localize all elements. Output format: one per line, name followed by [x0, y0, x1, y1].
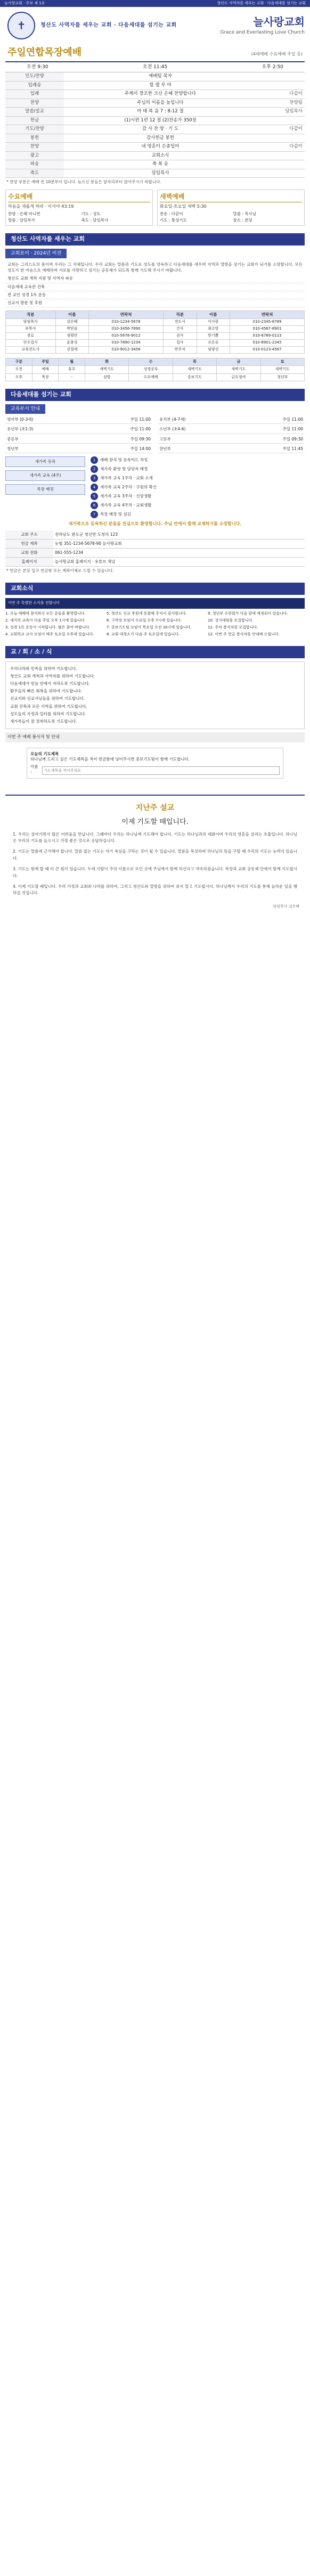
order-row: [5, 81, 305, 89]
flow-step: [91, 456, 305, 464]
department-time: 주일 11:00: [282, 427, 303, 432]
staff-cell: 반주자: [163, 347, 197, 354]
worship-title: 주일연합목장예배: [7, 47, 82, 58]
schedule-row: [6, 373, 305, 381]
schedule-cell: 새벽기도: [173, 366, 216, 373]
schedule-cell: 휴무: [59, 366, 85, 373]
sermon-footer: 담임목사 김은혜: [273, 904, 299, 909]
worship-section: [5, 44, 305, 226]
wednesday-items: [8, 211, 150, 223]
news-section: [5, 598, 305, 639]
step-number-icon: 7: [91, 511, 98, 518]
department-item: [5, 445, 152, 453]
news-item: 1. 오늘 예배에 참석하신 모든 분들을 환영합니다.: [5, 611, 86, 616]
department-name: 소년부 (초4-6): [159, 427, 186, 432]
prayer-section: [5, 661, 305, 779]
info-value: 전라남도 완도군 청산면 도청리 123: [53, 530, 305, 539]
department-name: 장년부: [159, 446, 171, 451]
staff-cell: 정평안: [55, 333, 89, 340]
staff-row: [6, 340, 305, 347]
info-key: 교회 전화: [5, 548, 53, 557]
info-row: [5, 530, 305, 539]
schedule-cell: 심방: [85, 373, 128, 381]
schedule-header: 토: [260, 358, 304, 366]
staff-cell: 010-4567-8901: [230, 326, 305, 333]
step-number-icon: 6: [91, 502, 98, 509]
schedule-cell: 중보기도: [173, 373, 216, 381]
schedule-cell: 예배: [32, 366, 59, 373]
order-key: 인도/찬양: [5, 72, 64, 81]
staff-cell: 한기쁨: [197, 333, 230, 340]
order-row: [5, 125, 305, 134]
prayer-request-card: [27, 748, 283, 779]
worship-title-row: [5, 44, 305, 62]
staff-cell: 강절제: [55, 347, 89, 354]
order-leader: 다같이: [257, 125, 305, 134]
wednesday-sub: 마음을 새롭게 하라 · 이사야 43:19: [8, 204, 74, 209]
weekly-schedule-table: [5, 358, 305, 381]
staff-cell: 김은혜: [55, 319, 89, 326]
schedule-cell: 금요철야: [217, 373, 260, 381]
step-text: 새가족 교육 1주차 · 교회 소개: [100, 475, 153, 480]
staff-header: 직분: [163, 310, 197, 318]
news-columns: [5, 611, 305, 639]
service-boxes: [5, 190, 305, 226]
schedule-cell: 성경공부: [129, 366, 173, 373]
schedule-cell: 새벽기도: [260, 366, 304, 373]
staff-cell: 010-8901-2345: [230, 340, 305, 347]
news-column: [208, 611, 305, 639]
order-content: (1)시편 1편 12 절 (2)찬송가 350장: [64, 116, 257, 125]
order-row: [5, 116, 305, 125]
schedule-header: 수: [129, 358, 173, 366]
vision-band: 청산도 사역자를 세우는 교회: [5, 233, 305, 246]
news-item: 4. 교회학교 교사 모임이 매주 토요일 오후에 있습니다.: [5, 632, 94, 636]
staff-cell: 010-0123-4567: [230, 347, 305, 354]
step-text: 새가족 교육 4주차 · 교회생활: [100, 502, 152, 508]
prayer-bullet: 우리나라와 민족을 위하여 기도합니다.: [10, 666, 77, 671]
dawn-item: 말씀 : 목사님: [233, 211, 257, 217]
staff-cell: 010-3456-7890: [89, 326, 164, 333]
prayer-name-label: 이름 :: [30, 764, 38, 775]
staff-row: [6, 326, 305, 333]
news-item: 5. 청산도 선교 후원에 동참해 주셔서 감사합니다.: [107, 611, 187, 616]
schedule-cell: 새벽기도: [217, 366, 260, 373]
dawn-title: 새벽예배: [160, 192, 302, 202]
ministry-section: [5, 401, 305, 575]
vision-item: 청산도 교회 개척 지원 및 사역자 파송: [5, 275, 305, 283]
order-leader: 다같이: [257, 90, 305, 99]
wednesday-title: 수요예배: [8, 192, 150, 202]
news-item: 2. 새가족 교육이 다음 주일 오후 1시에 있습니다.: [5, 618, 86, 623]
schedule-cell: 오전: [6, 366, 32, 373]
staff-cell: 010-7890-1234: [89, 340, 164, 347]
department-time: 주일 11:00: [130, 427, 151, 432]
staff-cell: 010-9012-3456: [89, 347, 164, 354]
ministry-band: 다음세대를 섬기는 교회: [5, 389, 305, 401]
staff-cell: 안수집사: [6, 340, 56, 347]
order-leader: [257, 134, 305, 142]
sermon-paragraph: 1. 우리는 살아가면서 많은 어려움을 만납니다. 그때마다 우리는 하나님께 기도해야 합니다. 기도는 하나님과의 대화이며 우리의 영혼을 살리는 호흡입니다. 하나님은 우리의 기도를 들으시고 가장 좋은 것으로 응답하십니다.: [13, 831, 297, 844]
step-number-icon: 4: [91, 484, 98, 491]
flow-box: 목장 배정: [5, 484, 85, 495]
wednesday-item: 말씀 : 담임목사: [8, 218, 35, 223]
schedule-header: 화: [85, 358, 128, 366]
staff-cell: 부목사: [6, 326, 56, 333]
staff-header: 연락처: [230, 310, 305, 318]
department-name: 영아부 (0-3세): [7, 417, 34, 422]
order-key: 찬양: [5, 99, 64, 107]
topbar-left: 늘사랑교회 · 주보 제 1호: [4, 1, 45, 5]
order-row: [5, 134, 305, 142]
schedule-cell: 목장: [32, 373, 59, 381]
staff-cell: 집사: [163, 340, 197, 347]
step-text: 새가족 교육 3주차 · 신앙생활: [100, 493, 152, 498]
sermon-paragraph: 3. 기도는 함께 할 때 더 큰 힘이 있습니다. 두세 사람이 주의 이름으로 모인 곳에 주님께서 함께 하신다고 약속하셨습니다. 목장과 교회 공동체 안에서 함께 기도합시다.: [13, 866, 297, 878]
staff-row: [6, 319, 305, 326]
news-band: 교회소식: [5, 583, 305, 595]
schedule-row: [6, 366, 305, 373]
department-name: 유치부 (4-7세): [159, 417, 186, 422]
order-leader: [257, 169, 305, 177]
dawn-item: 장소 : 본당: [233, 218, 252, 223]
worship-time: 오전 9:30: [27, 64, 48, 70]
department-item: [158, 416, 305, 424]
schedule-cell: 새벽기도: [85, 366, 128, 373]
dawn-sub: 화요일-토요일 새벽 5:30: [160, 204, 207, 209]
info-row: [5, 548, 305, 557]
order-content: 담임목사: [64, 169, 257, 177]
order-key: 입례송: [5, 81, 64, 89]
welcome-callout: 새가족으로 등록하신 분들을 진심으로 환영합니다. 주님 안에서 함께 교제하기를 소망합니다.: [68, 521, 242, 526]
staff-cell: 박믿음: [55, 326, 89, 333]
worship-order-table: [5, 72, 305, 178]
flow-step: [91, 502, 305, 509]
flow-boxes: [5, 456, 85, 518]
schedule-header: 월: [59, 358, 85, 366]
order-leader: [257, 81, 305, 89]
department-name: 청년부: [7, 446, 19, 451]
department-time: 주일 11:00: [130, 417, 151, 422]
news-item: 8. 교회 대청소가 다음 주 토요일에 있습니다.: [107, 632, 180, 636]
worship-times: [5, 62, 305, 72]
staff-cell: 윤충성: [55, 340, 89, 347]
staff-header: 연락처: [89, 310, 164, 318]
info-key: 교회 주소: [5, 530, 53, 539]
news-column: [5, 611, 102, 639]
prayer-bullet: 새가족들이 잘 정착하도록 기도합니다.: [10, 718, 77, 724]
news-item: 10. 성가대원을 모집합니다.: [208, 618, 254, 623]
staff-header: 이름: [197, 310, 230, 318]
order-content: 마 태 복 음 7 : 8-12 절: [64, 108, 257, 116]
wednesday-item: 찬양 : 은혜 아니면: [8, 211, 40, 217]
department-time: 주일 09:30: [130, 436, 151, 441]
staff-cell: 010-1234-5678: [89, 319, 164, 326]
sermon-paragraph: 2. 기도는 말씀에 근거해야 합니다. 말씀 없는 기도는 자기 욕심을 구하는 것이 될 수 있습니다. 말씀을 묵상하며 하나님의 뜻을 구할 때 우리의 기도는 능력이 있습니다.: [13, 849, 297, 861]
flow-box: 새가족 교육 (4주): [5, 470, 85, 481]
worship-time: 오전 11:45: [142, 64, 168, 70]
department-item: [5, 416, 152, 424]
schedule-header: 구분: [6, 358, 32, 366]
news-column: [107, 611, 203, 639]
staff-cell: 간사: [163, 326, 197, 333]
info-value: 농협 351-1234-5678-90 늘사랑교회: [53, 539, 305, 548]
step-text: 새가족 환영 및 담당자 배정: [100, 466, 148, 471]
info-key: 헌금 계좌: [5, 539, 53, 548]
volunteer-bar: 이번 주 예배 봉사자 및 안내: [5, 732, 305, 742]
prayer-bullet: 선교지와 선교사님들을 위하여 기도합니다.: [10, 696, 85, 701]
prayer-bullet: 청산도 교회 개척과 사역자를 위하여 기도합니다.: [10, 674, 95, 679]
department-list: [5, 416, 305, 453]
church-slogan: 청산도 사역자를 세우는 교회 · 다음세대를 섬기는 교회: [40, 22, 177, 29]
staff-cell: 교육전도사: [6, 347, 56, 354]
step-number-icon: 5: [91, 493, 98, 500]
staff-cell: 장로: [6, 333, 56, 340]
info-value: 061-555-1234: [53, 548, 305, 557]
order-leader: [257, 116, 305, 125]
schedule-header: 금: [217, 358, 260, 366]
prayer-band: 교 / 회 / 소 / 식: [5, 646, 305, 658]
info-value: 늘사랑교회 홈페이지 · 유튜브 채널: [53, 558, 305, 567]
vision-section: [5, 246, 305, 381]
order-row: [5, 151, 305, 160]
info-row: [5, 558, 305, 567]
staff-cell: 임양선: [197, 347, 230, 354]
prayer-bullet: 다음세대가 믿음 안에서 자라도록 기도합니다.: [10, 681, 90, 686]
prayer-bullet: 교회 건축과 모든 사역을 위하여 기도합니다.: [10, 704, 87, 709]
news-item: 11. 주차 봉사자를 모집합니다.: [208, 625, 258, 629]
staff-header: 직분: [6, 310, 56, 318]
department-item: [5, 436, 152, 444]
info-row: [5, 539, 305, 548]
top-bar: [0, 0, 310, 7]
news-feature: 이번 주 특별한 소식을 전합니다: [5, 598, 305, 608]
staff-cell: 권사: [163, 333, 197, 340]
ministry-sub: 교육부서 안내: [5, 404, 45, 414]
wednesday-service-box: [5, 190, 153, 226]
order-key: 광고: [5, 151, 64, 160]
order-key: 찬양: [5, 143, 64, 151]
department-item: [5, 426, 152, 434]
staff-table: [5, 310, 305, 354]
dawn-item: 찬송 : 다같이: [160, 211, 183, 217]
news-item: 7. 중보기도팀 모임이 목요일 오전 10시에 있습니다.: [107, 625, 192, 629]
staff-cell: 010-5678-9012: [89, 333, 164, 340]
department-name: 고등부: [159, 436, 171, 441]
topbar-right: 청산도 사역자를 세우는 교회 · 다음세대를 섬기는 교회: [217, 1, 306, 5]
order-content: 내 영혼이 은총입어: [64, 143, 257, 151]
order-leader: [257, 151, 305, 160]
order-content: 교회소식: [64, 151, 257, 160]
order-leader: 담임목사: [257, 108, 305, 116]
staff-cell: 이사랑: [197, 319, 230, 326]
department-name: 중등부: [7, 436, 19, 441]
step-number-icon: 1: [91, 456, 98, 464]
worship-time: 오후 2:50: [262, 64, 283, 70]
sermon-kicker: 지난주 설교: [135, 804, 175, 813]
vision-item: 전 교인 성경 1독 운동: [5, 291, 305, 299]
dawn-items: [160, 211, 302, 223]
order-content: 감 사 찬 양 · 기 도: [64, 125, 257, 134]
flow-step: [91, 465, 305, 473]
order-row: [5, 143, 305, 151]
staff-row: [6, 333, 305, 340]
church-name-block: [220, 15, 305, 36]
schedule-header: 목: [173, 358, 216, 366]
department-time: 주일 09:30: [282, 436, 303, 441]
bulletin-header: [0, 7, 310, 44]
order-content: 할 렐 루 야: [64, 81, 257, 89]
flow-steps: [91, 456, 305, 518]
order-leader: 찬양팀: [257, 99, 305, 107]
prayer-bullet-list: [5, 661, 305, 729]
order-content: 주께서 창조한 크신 은혜 찬양합니다: [64, 90, 257, 99]
order-key: 말씀/설교: [5, 108, 64, 116]
step-text: 예배 참석 및 등록카드 작성: [100, 457, 148, 462]
wednesday-item: 기도 : 성도: [81, 211, 101, 217]
news-item: 9. 청년부 수련회가 다음 달에 예정되어 있습니다.: [208, 611, 288, 616]
department-item: [158, 436, 305, 444]
church-name: 늘사랑교회: [253, 15, 305, 29]
order-row: [5, 90, 305, 99]
flow-step: [91, 493, 305, 500]
staff-cell: 조온유: [197, 340, 230, 347]
info-footnote: * 헌금은 본당 입구 헌금함 또는 계좌이체로 드릴 수 있습니다.: [6, 568, 114, 574]
vision-paragraph: 교회는 그리스도의 몸이며 우리는 그 지체입니다. 우리 교회는 말씀과 기도로 성도를 양육하고 다음세대를 세우며 지역과 열방을 섬기는 교회가 되기를 소망합니다. 모든 성도가 한 마음으로 예배하며 서로를 사랑하고 섬기는 공동체가 되도록 함께 기도해 주시기 바랍니다.: [7, 262, 303, 273]
prayer-card-title: 오늘의 기도제목: [30, 751, 59, 756]
step-text: 새가족 교육 2주차 · 구원의 확신: [100, 484, 157, 489]
vision-item: 선교지 방문 및 후원: [5, 299, 305, 307]
vision-item: 다음세대 교육관 건축: [5, 283, 305, 291]
schedule-cell: 청년부: [260, 373, 304, 381]
schedule-cell: 오후: [6, 373, 32, 381]
flow-box: 새가족 등록: [5, 456, 85, 467]
schedule-cell: 수요예배: [129, 373, 173, 381]
staff-cell: 담임목사: [6, 319, 56, 326]
sermon-section: [5, 795, 305, 909]
order-leader: [257, 160, 305, 169]
vision-sub: 교회표어 · 2024년 비전: [5, 249, 67, 258]
staff-cell: 전도사: [163, 319, 197, 326]
prayer-card-text: 하나님께 드리고 싶은 기도제목을 적어 헌금함에 넣어주시면 중보기도팀이 함께 기도합니다.: [30, 756, 190, 762]
new-member-flow: [5, 456, 305, 518]
department-time: 주일 11:00: [282, 417, 303, 422]
order-key: 파송: [5, 160, 64, 169]
prayer-bullet: 환우들의 빠른 회복을 위하여 기도합니다.: [10, 689, 83, 694]
sermon-paragraph: 4. 이제 기도할 때입니다. 우리 가정과 교회와 나라를 위하여, 그리고 청산도와 열방을 위하여 쉬지 말고 기도합시다. 하나님께서 우리의 기도를 통해 놀라운 일을 행하실 것입니다.: [13, 884, 297, 896]
order-row: [5, 108, 305, 116]
order-content: 감사헌금 봉헌: [64, 134, 257, 142]
order-key: 축도: [5, 169, 64, 177]
department-item: [158, 426, 305, 434]
worship-subtitle: (4대예배 수요예배 주일 등): [251, 52, 303, 56]
order-key: 입례: [5, 90, 64, 99]
church-info-table: [5, 530, 305, 567]
flow-step: [91, 475, 305, 482]
schedule-cell: -: [59, 373, 85, 381]
step-number-icon: 3: [91, 475, 98, 482]
sermon-title: 이제 기도할 때입니다.: [121, 818, 189, 827]
order-content: 예배팀 목자: [64, 72, 257, 81]
order-row: [5, 99, 305, 107]
news-item: 3. 성경 1독 운동이 시작됩니다. 많은 참여 바랍니다.: [5, 625, 91, 629]
church-name-en: Grace and Everlasting Love Church: [220, 30, 305, 36]
news-item: 6. 구역장 모임이 수요일 오후 7시에 있습니다.: [107, 618, 182, 623]
prayer-request-input[interactable]: [42, 766, 280, 775]
staff-row: [6, 347, 305, 354]
staff-cell: 010-6789-0123: [230, 333, 305, 340]
order-key: 봉헌: [5, 134, 64, 142]
flow-step: [91, 511, 305, 518]
news-item: 12. 이번 주 헌금 봉사자를 안내해 드립니다.: [208, 632, 280, 636]
dawn-service-box: [157, 190, 305, 226]
vision-items: [5, 275, 305, 307]
department-item: [158, 445, 305, 453]
schedule-header: 주일: [32, 358, 59, 366]
staff-cell: 최소망: [197, 326, 230, 333]
step-text: 목장 배정 및 섬김: [100, 511, 131, 517]
worship-note: * 찬양 부분은 예배 전 10분부터 입니다. 늦으신 분들은 앞자리부터 앉아주시기 바랍니다.: [6, 179, 161, 185]
info-key: 홈페이지: [5, 558, 53, 567]
department-time: 주일 14:00: [130, 446, 151, 451]
order-content: 축 복 송: [64, 160, 257, 169]
order-content: 주님의 이름을 높입니다: [64, 99, 257, 107]
staff-cell: 010-2345-6789: [230, 319, 305, 326]
church-logo-icon: ✝: [7, 12, 35, 39]
wednesday-item: 축도 : 담임목사: [81, 218, 109, 223]
department-time: 주일 11:45: [282, 446, 303, 451]
order-row: [5, 160, 305, 169]
step-number-icon: 2: [91, 465, 98, 473]
sermon-body: [5, 829, 305, 899]
staff-header: 이름: [55, 310, 89, 318]
order-row: [5, 169, 305, 177]
order-leader: 다같이: [257, 143, 305, 151]
prayer-bullet: 성도들의 가정과 일터를 위하여 기도합니다.: [10, 711, 86, 716]
order-key: 헌금: [5, 116, 64, 125]
order-leader: [257, 72, 305, 81]
order-row: [5, 72, 305, 81]
flow-step: [91, 484, 305, 491]
dawn-item: 기도 : 통성기도: [160, 218, 187, 223]
order-key: 기도/찬양: [5, 125, 64, 134]
department-name: 유년부 (초1-3): [7, 427, 34, 432]
